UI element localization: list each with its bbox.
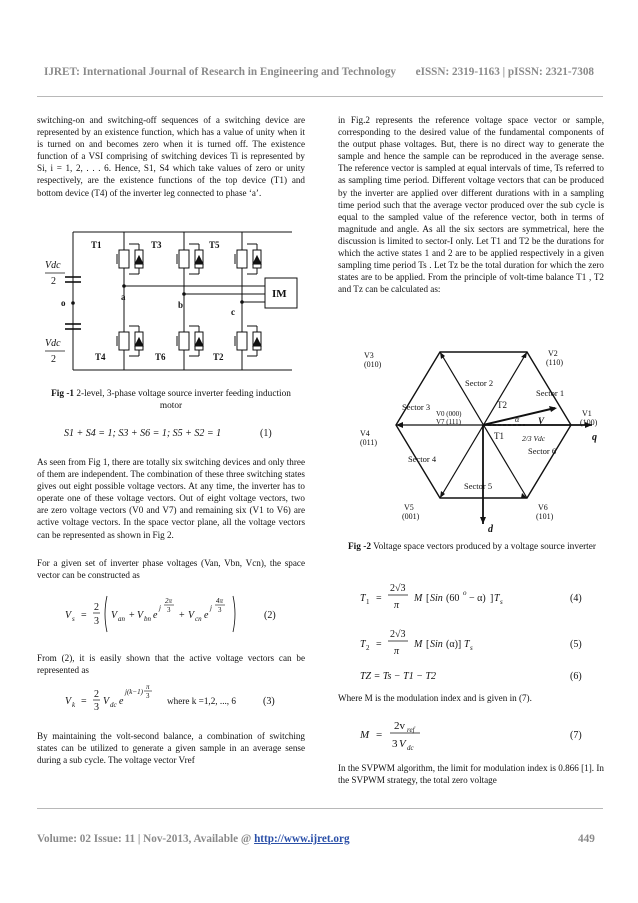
label-v3: V3	[364, 351, 374, 360]
issn: eISSN: 2319-1163 | pISSN: 2321-7308	[415, 66, 595, 78]
label-v1-state: (100)	[580, 418, 598, 427]
svg-text:k: k	[72, 701, 76, 709]
switch-T6	[177, 332, 203, 350]
label-T5: T5	[209, 240, 220, 250]
label-T2: T2	[213, 352, 224, 362]
label-sector-3: Sector 3	[402, 402, 431, 412]
svg-text:V: V	[103, 696, 110, 707]
svg-text:3: 3	[94, 616, 99, 627]
label-IM: IM	[272, 288, 287, 300]
label-vdc-top: Vdc	[45, 260, 61, 271]
svg-text:j: j	[159, 604, 161, 612]
svg-text:2: 2	[94, 689, 99, 700]
left-para-5-block	[37, 730, 305, 766]
svg-text:(60: (60	[446, 593, 460, 604]
svg-text:s: s	[470, 644, 473, 652]
svg-text:T: T	[360, 593, 366, 604]
footer-rule	[37, 808, 603, 809]
label-T3: T3	[151, 240, 162, 250]
label-v6-state: (101)	[536, 512, 554, 521]
fig2-caption-text: Voltage space vectors produced by a voltage source inverter	[373, 542, 596, 552]
left-para-2-block	[37, 456, 305, 541]
svg-text:3: 3	[218, 606, 222, 614]
label-sector-4: Sector 4	[408, 454, 437, 464]
svg-text:dc: dc	[407, 744, 414, 752]
equation-5	[338, 622, 604, 662]
label-sector-1: Sector 1	[536, 388, 565, 398]
label-T4: T4	[95, 352, 106, 362]
svg-text:o: o	[463, 589, 467, 597]
fig1-caption-label: Fig -1	[51, 389, 75, 399]
label-v5: V5	[404, 503, 414, 512]
label-two-bottom: 2	[51, 354, 56, 365]
svg-text:[: [	[426, 639, 430, 650]
label-two-thirds-vdc: 2/3 Vdc	[522, 434, 546, 443]
svg-text:π: π	[394, 600, 400, 611]
svg-text:M: M	[414, 639, 423, 650]
eq1-number: (1)	[260, 428, 272, 439]
eq6-body: TZ = Ts − T1 − T2	[360, 671, 437, 682]
svg-text:T: T	[360, 639, 366, 650]
svg-text:=: =	[376, 593, 382, 604]
right-para-last: In the SVPWM algorithm, the limit for modulation index is 0.866 [1]. In the SVPWM strategy, the total zero voltage	[338, 763, 604, 786]
svg-text:=: =	[376, 729, 383, 741]
svg-text:π: π	[146, 683, 150, 691]
right-para-last-block	[338, 762, 604, 786]
svg-text:V: V	[399, 738, 406, 750]
footer-website-link[interactable]: http://www.ijret.org	[254, 833, 350, 845]
svg-text:e: e	[153, 610, 158, 621]
svg-text:2v: 2v	[394, 720, 405, 732]
left-para-1: switching-on and switching-off sequences of a switching device are represented by an existence function, which has a value of unity when it is turned on and becomes zero when it is turned off. The existence function of a VSI comprising of switching devices Ti is represented by Si, i = 1, 2, . . . 6. Hence, S1, S4 which take values of zero or unity respectively, are the existence functions of the top device (T1) and bottom device (T4) of the inverter leg connected to phase ‘a’.	[37, 115, 305, 198]
equation-1	[64, 428, 305, 439]
left-para-5: By maintaining the volt-second balance, a combination of switching states can be utilized to generate a given sample in an average sense during a sub cycle. The voltage vector Vref	[37, 731, 305, 766]
switch-T2	[235, 332, 261, 350]
switch-T4	[117, 332, 143, 350]
header-rule	[37, 96, 603, 97]
svg-text:M: M	[414, 593, 423, 604]
svg-text:2: 2	[366, 644, 370, 652]
label-v2-state: (110)	[546, 358, 564, 367]
label-T6: T6	[155, 352, 166, 362]
label-sector-6: Sector 6	[528, 446, 557, 456]
left-para-4: From (2), it is easily shown that the active voltage vectors can be represented as	[37, 653, 305, 676]
equation-3	[37, 680, 305, 718]
svg-text:=: =	[376, 639, 382, 650]
label-b: b	[178, 300, 184, 310]
svg-text:bn: bn	[144, 615, 151, 623]
svg-text:s: s	[500, 598, 503, 606]
right-para-1: in Fig.2 represents the reference voltage space vector or sample, corresponding to the desired value of the fundamental components of the output phase voltages. But, there is no direct way to generate the sample and hence the sample can be reproduced in the average sense. The reference vector is sampled at equal intervals of time, Ts referred to as sampling time period. Different voltage vectors that can be produced by the inverter are applied over different durations with in a sampling time period such that the average vector produced over the sub cycle is equal to the sampled value of the reference vector, both in terms of magnitude and angle. As all the six sectors are symmetrical, here the discussion is limited to sector-I only. Let T1 and T2 be the durations for which the active states 1 and 2 are to be applied respectively in a given sampling time period Ts . Let Tz be the total duration for which the zero states are to be applied. From the principle of volt-time balance T1 , T2 and Tz can be calculated as:	[338, 115, 604, 295]
eq3-where: where k =1,2, ..., 6	[167, 696, 236, 706]
fig2-space-vector-diagram	[360, 346, 604, 536]
footer-left	[37, 833, 350, 845]
svg-text:=: =	[81, 696, 87, 707]
label-a: a	[121, 292, 126, 302]
label-v4-state: (011)	[360, 438, 378, 447]
page-number: 449	[578, 833, 595, 845]
label-two-top: 2	[51, 276, 56, 287]
svg-text:]: ]	[490, 593, 494, 604]
label-axis-q: q	[592, 432, 597, 443]
svg-text:e: e	[204, 610, 209, 621]
label-v6: V6	[538, 503, 548, 512]
label-v1: V1	[582, 409, 592, 418]
svg-text:V: V	[65, 610, 72, 621]
svg-text:an: an	[118, 615, 125, 623]
fig1-inverter-circuit	[37, 220, 305, 385]
eq5-number: (5)	[570, 639, 582, 650]
svg-text:Sin: Sin	[430, 639, 443, 650]
eq1-body: S1 + S4 = 1; S3 + S6 = 1; S5 + S2 = 1	[64, 428, 222, 439]
equation-2	[37, 590, 305, 638]
svg-text:dc: dc	[110, 701, 117, 709]
svg-text:e: e	[119, 696, 124, 707]
svg-text:j(k−1): j(k−1)	[125, 688, 143, 696]
label-v0: V0 (000)	[436, 410, 462, 418]
label-alpha: α	[515, 415, 520, 424]
svg-text:Sin: Sin	[430, 593, 443, 604]
eq4-number: (4)	[570, 593, 582, 604]
label-v-ref: V	[538, 416, 545, 426]
svg-text:[: [	[426, 593, 430, 604]
label-t2: T2	[497, 400, 507, 410]
label-axis-d: d	[488, 524, 493, 535]
equation-4	[338, 576, 604, 616]
switch-T1	[117, 250, 143, 268]
label-o: o	[61, 298, 66, 308]
fig2-caption	[346, 541, 598, 553]
label-v5-state: (001)	[402, 512, 420, 521]
fig1-caption-text: 2-level, 3-phase voltage source inverter feeding induction motor	[76, 389, 291, 411]
svg-text:3: 3	[167, 606, 171, 614]
label-t1: T1	[494, 431, 504, 441]
right-column	[338, 114, 604, 295]
svg-text:=: =	[81, 610, 87, 621]
journal-name: IJRET: International Journal of Research in Engineering and Technology	[43, 66, 397, 78]
svg-text:2π: 2π	[165, 597, 173, 605]
eq7-number: (7)	[570, 730, 582, 741]
svg-text:2√3: 2√3	[390, 583, 406, 594]
label-T1: T1	[91, 240, 102, 250]
svg-text:M: M	[360, 729, 370, 741]
svg-text:s: s	[72, 615, 75, 623]
svg-text:j: j	[210, 604, 212, 612]
svg-text:1: 1	[366, 598, 370, 606]
svg-text:3: 3	[392, 738, 398, 750]
svg-text:ref: ref	[407, 726, 415, 734]
label-v2: V2	[548, 349, 558, 358]
left-para-4-block	[37, 652, 305, 676]
svg-text:V: V	[188, 610, 195, 621]
svg-text:(α)]: (α)]	[446, 639, 462, 650]
eq2-number: (2)	[264, 610, 276, 621]
switch-T5	[235, 250, 261, 268]
svg-text:3: 3	[146, 692, 150, 700]
label-sector-2: Sector 2	[465, 378, 494, 388]
eq3-number: (3)	[263, 696, 275, 707]
fig2-caption-label: Fig -2	[347, 542, 371, 552]
svg-text:+: +	[179, 610, 185, 621]
label-v3-state: (010)	[364, 360, 382, 369]
right-para-where: Where M is the modulation index and is given in (7).	[338, 693, 532, 703]
footer-volume: Volume: 02 Issue: 11 | Nov-2013, Available @	[37, 833, 252, 845]
svg-text:cn: cn	[195, 615, 202, 623]
switch-T3	[177, 250, 203, 268]
label-vdc-bottom: Vdc	[45, 338, 61, 349]
svg-text:2√3: 2√3	[390, 629, 406, 640]
equation-6	[360, 671, 604, 682]
running-header	[0, 66, 638, 78]
left-para-3: For a given set of inverter phase voltages (Van, Vbn, Vcn), the space vector can be constructed as	[37, 558, 305, 581]
svg-text:4π: 4π	[216, 597, 224, 605]
svg-text:− α): − α)	[469, 593, 486, 604]
right-para-where-block	[338, 692, 604, 704]
svg-text:V: V	[65, 696, 72, 707]
svg-text:V: V	[111, 610, 118, 621]
equation-7	[338, 712, 604, 754]
svg-text:3: 3	[94, 702, 99, 713]
fig1-caption	[45, 388, 297, 412]
svg-text:T: T	[494, 593, 500, 604]
svg-text:2: 2	[94, 602, 99, 613]
svg-text:V: V	[137, 610, 144, 621]
label-v7: V7 (111)	[436, 418, 461, 426]
svg-text:π: π	[394, 646, 400, 657]
left-para-2: As seen from Fig 1, there are totally six switching devices and only three of them are independent. The combination of these three switching states gives out eight possible voltage vectors. At any time, the inverter has to operate one of these voltage vectors. Out of eight voltage vectors, two are zero voltage vectors (V0 and V7) and remaining six (V1 to V6) are active voltage vectors. In the space vector plane, all the voltage vectors can be represented as shown in Fig 2.	[37, 457, 305, 540]
label-v4: V4	[360, 429, 370, 438]
left-column	[37, 114, 305, 199]
label-c: c	[231, 307, 235, 317]
svg-text:+: +	[129, 610, 135, 621]
svg-text:T: T	[464, 639, 470, 650]
label-sector-5: Sector 5	[464, 481, 493, 491]
eq6-number: (6)	[570, 671, 582, 682]
left-para-3-block	[37, 557, 305, 581]
